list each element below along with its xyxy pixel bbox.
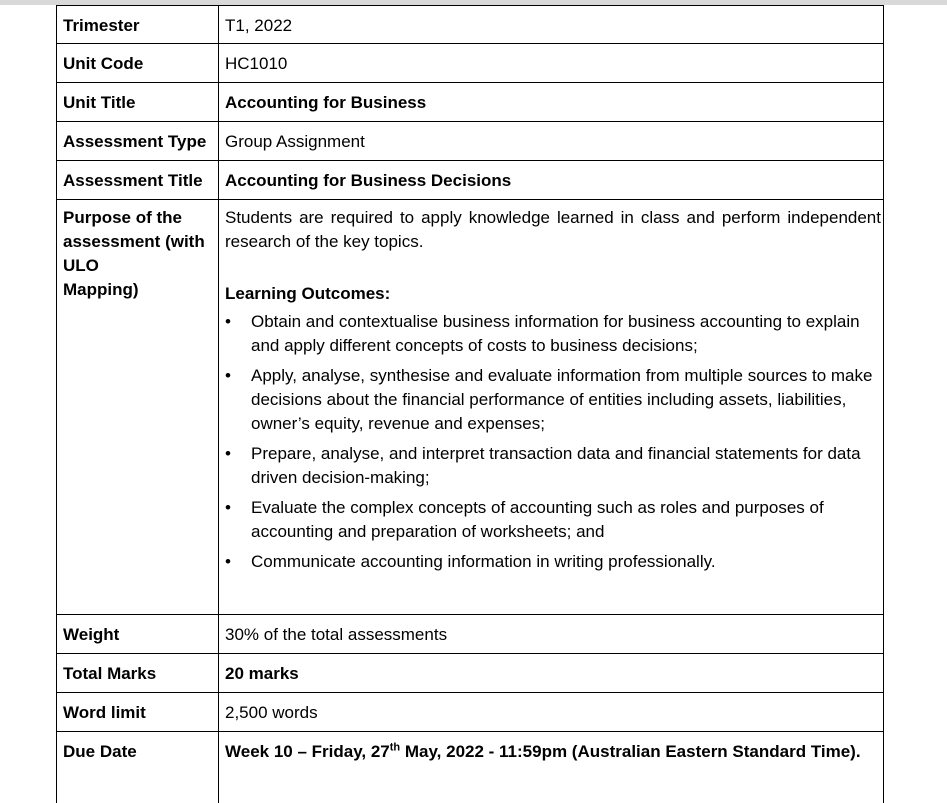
table-row-trimester <box>57 6 884 44</box>
table-row-unit-title <box>57 83 884 122</box>
bullet-icon: • <box>225 498 231 517</box>
list-item <box>225 442 883 490</box>
unit-code-label: Unit Code <box>57 44 219 83</box>
bullet-icon: • <box>225 444 231 463</box>
unit-code-value: HC1010 <box>219 44 884 83</box>
table-row-weight <box>57 615 884 654</box>
word-limit-value: 2,500 words <box>219 693 884 732</box>
assessment-type-value: Group Assignment <box>219 122 884 161</box>
weight-label: Weight <box>57 615 219 654</box>
purpose-label-line: Mapping) <box>63 280 139 299</box>
unit-title-label: Unit Title <box>57 83 219 122</box>
table-row-total-marks <box>57 654 884 693</box>
learning-outcome-text: Evaluate the complex concepts of accounting such as roles and purposes of accounting and preparation of worksheets; and <box>251 498 824 541</box>
trimester-label: Trimester <box>57 6 219 44</box>
table-row-purpose <box>57 200 884 615</box>
due-date-label: Due Date <box>57 732 219 803</box>
assessment-info-table <box>56 5 884 803</box>
unit-title-value: Accounting for Business <box>219 83 884 122</box>
purpose-label <box>57 200 219 615</box>
purpose-label-line: assessment (with <box>63 232 205 251</box>
due-date-ordinal-suffix: th <box>389 741 401 754</box>
table-row-due-date <box>57 732 884 803</box>
bullet-icon: • <box>225 366 231 385</box>
assessment-title-label: Assessment Title <box>57 161 219 200</box>
table-row-assessment-title <box>57 161 884 200</box>
trimester-value: T1, 2022 <box>219 6 884 44</box>
purpose-label-line: Purpose of the <box>63 208 183 227</box>
table-row-word-limit <box>57 693 884 732</box>
list-item <box>225 550 883 574</box>
learning-outcomes-list <box>225 310 883 574</box>
word-limit-label: Word limit <box>57 693 219 732</box>
purpose-content <box>219 200 884 615</box>
due-date-value <box>219 732 884 803</box>
learning-outcome-text: Prepare, analyse, and interpret transaction data and financial statements for data driven decision-making; <box>251 444 861 487</box>
list-item <box>225 310 883 358</box>
bullet-icon: • <box>225 312 231 331</box>
list-item <box>225 496 883 544</box>
learning-outcome-text: Communicate accounting information in writing professionally. <box>251 552 716 571</box>
learning-outcomes-heading: Learning Outcomes: <box>225 284 391 303</box>
table-row-unit-code <box>57 44 884 83</box>
learning-outcome-text: Obtain and contextualise business information for business accounting to explain and apply different concepts of costs to business decisions; <box>251 312 860 355</box>
purpose-text: Students are required to apply knowledge learned in class and perform independent research of the key topics. <box>225 208 881 251</box>
total-marks-value: 20 marks <box>219 654 884 693</box>
total-marks-label: Total Marks <box>57 654 219 693</box>
purpose-label-line: ULO <box>63 256 99 275</box>
learning-outcome-text: Apply, analyse, synthesise and evaluate information from multiple sources to make decisions about the financial performance of entities including assets, liabilities, owner’s equity, revenue and expenses; <box>251 366 873 433</box>
due-date-part: May, 2022 - 11:59pm (Australian Eastern Standard Time). <box>400 742 861 761</box>
due-date-part: Week 10 – Friday, 27 <box>225 742 390 761</box>
weight-value: 30% of the total assessments <box>219 615 884 654</box>
list-item <box>225 364 883 436</box>
assessment-type-label: Assessment Type <box>57 122 219 161</box>
table-row-assessment-type <box>57 122 884 161</box>
bullet-icon: • <box>225 552 231 571</box>
assessment-title-value: Accounting for Business Decisions <box>219 161 884 200</box>
